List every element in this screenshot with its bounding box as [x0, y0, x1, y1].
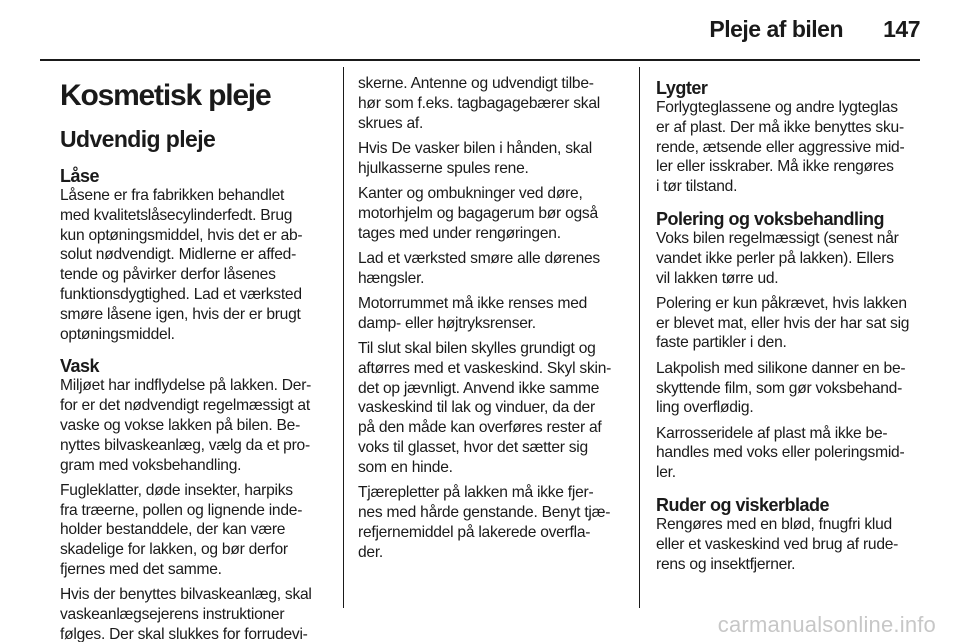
text-line: Hvis der benyttes bilvaskeanlæg, skal [60, 586, 312, 604]
paragraph [60, 186, 330, 344]
column-1 [60, 66, 330, 642]
text-line: Tjærepletter på lakken må ikke fjer- [358, 484, 594, 502]
text-line: vaske og vokse lakken på bilen. Be- [60, 416, 301, 434]
text-line: nyttes bilvaskeanlæg, vælg da et pro- [60, 436, 310, 454]
text-line: med kvalitetslåsecylinderfedt. Brug [60, 206, 293, 224]
text-line: følges. Der skal slukkes for forrudevi- [60, 625, 308, 642]
text-line: vaskeanlægsejerens instruktioner [60, 606, 285, 624]
text-line: Kanter og ombukninger ved døre, [358, 184, 583, 202]
page-number: 147 [883, 16, 920, 42]
text-line: skyttende film, som gør voksbehand- [656, 379, 903, 397]
text-line: fjernes med det samme. [60, 561, 222, 579]
text-line: Motorrummet må ikke renses med [358, 294, 588, 312]
text-line: rens og insektfjerner. [656, 555, 796, 573]
header-rule [40, 59, 920, 61]
column-3 [656, 66, 924, 580]
paragraph [60, 376, 330, 475]
text-line: skrues af. [358, 114, 424, 132]
paragraph [60, 585, 330, 642]
text-line: Polering er kun påkrævet, hvis lakken [656, 294, 907, 312]
paragraph [358, 249, 630, 289]
text-line: Voks bilen regelmæssigt (senest når [656, 229, 899, 247]
text-line: voks til glasset, hvor det sætter sig [358, 439, 588, 457]
text-line: faste partikler i den. [656, 334, 787, 352]
text-line: for er det nødvendigt regelmæssigt at [60, 397, 310, 415]
text-line: Miljøet har indflydelse på lakken. Der- [60, 377, 312, 395]
text-line: solut nødvendigt. Midlerne er affed- [60, 246, 297, 264]
text-line: eller et vaskeskind ved brug af rude- [656, 535, 899, 553]
text-line: Lad et værksted smøre alle dørenes [358, 249, 600, 267]
text-line: som en hinde. [358, 458, 453, 476]
column-2 [358, 66, 630, 568]
column-divider-2 [639, 67, 640, 608]
paragraph [358, 74, 630, 133]
paragraph [358, 339, 630, 478]
paragraph [656, 98, 924, 197]
text-line: funktionsdygtighed. Lad et værksted [60, 285, 302, 303]
text-line: aftørres med et vaskeskind. Skyl skin- [358, 359, 612, 377]
text-line: Forlygteglassene og andre lygteglas [656, 99, 898, 116]
text-line: skerne. Antenne og udvendigt tilbe- [358, 75, 594, 92]
text-line: Låsene er fra fabrikken behandlet [60, 187, 285, 204]
text-line: vil lakken tørre ud. [656, 269, 779, 287]
heading-ruder: Ruder og viskerblade [656, 495, 830, 516]
text-line: ling overflødig. [656, 399, 754, 417]
paragraph [656, 424, 924, 483]
text-line: Hvis De vasker bilen i hånden, skal [358, 139, 592, 157]
heading-lygter: Lygter [656, 78, 708, 98]
text-line: fra træerne, pollen og lignende inde- [60, 501, 303, 519]
text-line: tende og påvirker derfor låsenes [60, 266, 276, 284]
watermark: carmanualsonline.info [717, 612, 936, 637]
paragraph [656, 229, 924, 288]
text-line: Til slut skal bilen skylles grundigt og [358, 340, 596, 358]
paragraph [656, 294, 924, 353]
text-line: ler eller isskraber. Må ikke rengøres [656, 158, 894, 176]
section-title: Kosmetisk pleje [60, 79, 271, 112]
heading-polering: Polering og voksbehandling [656, 208, 885, 229]
text-line: Rengøres med en blød, fnugfri klud [656, 516, 892, 534]
text-line: rende, ætsende eller aggressive mid- [656, 138, 905, 156]
text-line: er af plast. Der må ikke benyttes sku- [656, 118, 904, 136]
text-line: der. [358, 543, 384, 561]
text-line: optøningsmiddel. [60, 325, 175, 343]
text-line: handles med voks eller poleringsmid- [656, 444, 905, 462]
paragraph [358, 184, 630, 243]
text-line: ler. [656, 464, 676, 482]
text-line: smøre låsene igen, hvis der er brugt [60, 305, 301, 323]
subsection-title: Udvendig pleje [60, 126, 216, 152]
paragraph [358, 294, 630, 334]
chapter-title: Pleje af bilen [709, 16, 843, 42]
text-line: det op jævnligt. Anvend ikke samme [358, 379, 600, 397]
text-line: hør som f.eks. tagbagagebærer skal [358, 94, 600, 112]
text-line: vaskeskind til lak og vinduer, da der [358, 399, 595, 417]
text-line: hængsler. [358, 269, 425, 287]
text-line: Fugleklatter, døde insekter, harpiks [60, 481, 293, 499]
paragraph [656, 515, 924, 574]
text-line: hjulkasserne spules rene. [358, 159, 529, 177]
text-line: damp- eller højtryksrenser. [358, 314, 536, 332]
text-line: Karrosseridele af plast må ikke be- [656, 424, 888, 442]
text-line: nes med hårde genstande. Benyt tjæ- [358, 503, 611, 521]
heading-laase: Låse [60, 166, 100, 186]
paragraph [656, 359, 924, 418]
paragraph [358, 139, 630, 179]
heading-vask: Vask [60, 356, 100, 377]
text-line: tages med under rengøringen. [358, 224, 561, 242]
text-line: Lakpolish med silikone danner en be- [656, 359, 906, 377]
column-divider-1 [343, 67, 344, 608]
text-line: gram med voksbehandling. [60, 456, 242, 474]
text-line: motorhjelm og bagagerum bør også [358, 204, 598, 222]
text-line: vandet ikke perler på lakken). Ellers [656, 249, 894, 267]
text-line: på den måde kan overføres rester af [358, 419, 602, 437]
text-line: holder bestanddele, der kan være [60, 521, 286, 539]
paragraph [358, 483, 630, 562]
text-line: er blevet mat, eller hvis der har sat sig [656, 314, 910, 332]
text-line: skadelige for lakken, og bør derfor [60, 541, 288, 559]
page-header [0, 0, 960, 60]
paragraph [60, 481, 330, 580]
text-line: refjernemiddel på lakerede overfla- [358, 523, 591, 541]
text-line: kun optøningsmiddel, hvis det er ab- [60, 226, 303, 244]
text-line: i tør tilstand. [656, 178, 738, 196]
